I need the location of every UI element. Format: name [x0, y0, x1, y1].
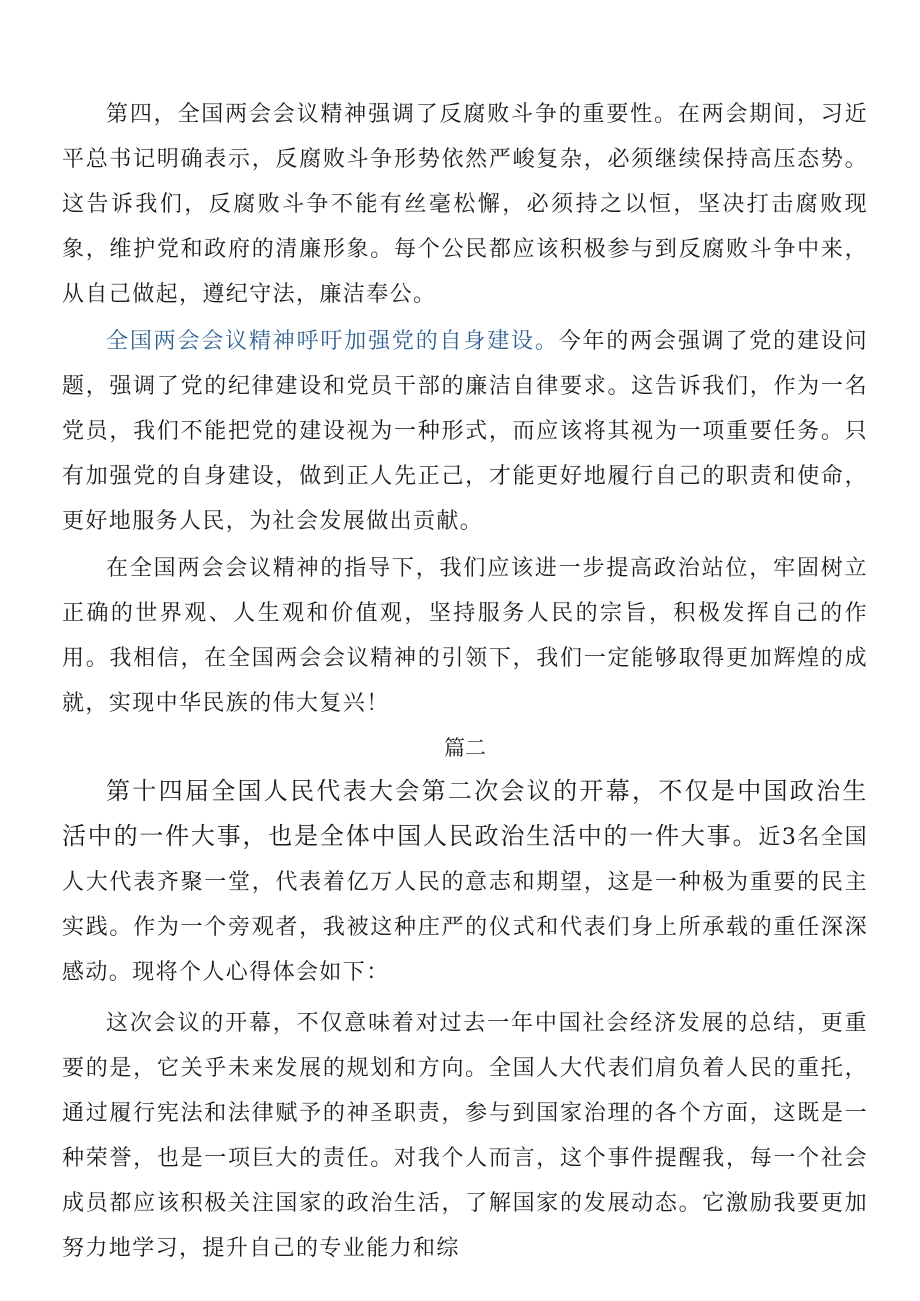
highlighted-lead-sentence: 全国两会会议精神呼吁加强党的自身建设。: [106, 329, 559, 354]
paragraph-opening-body: 近3名全国人大代表齐聚一堂，代表着亿万人民的意志和期望，这是一种极为重要的民主实践。作为一个旁观者，我被这种庄严的仪式和代表们身上所承载的重任深深感动。现将个人心得体会如下：: [62, 825, 868, 985]
section-heading: 篇二: [444, 736, 486, 760]
document-page: [62, 92, 868, 1271]
paragraph-party-building: [62, 319, 868, 544]
paragraph-anti-corruption: 第四，全国两会会议精神强调了反腐败斗争的重要性。在两会期间，习近平总书记明确表示，反腐败斗争形势依然严峻复杂，必须继续保持高压态势。这告诉我们，反腐败斗争不能有丝毫松懈，必须持之以恒，坚决打击腐败现象，维护党和政府的清廉形象。每个公民都应该积极参与到反腐败斗争中来，从自己做起，遵纪守法，廉洁奉公。: [62, 102, 868, 307]
paragraph-conclusion: 在全国两会会议精神的指导下，我们应该进一步提高政治站位，牢固树立正确的世界观、人生观和价值观，坚持服务人民的宗旨，积极发挥自己的作用。我相信，在全国两会会议精神的引领下，我们一定能够取得更加辉煌的成就，实现中华民族的伟大复兴！: [62, 556, 868, 716]
paragraph-party-building-body: 今年的两会强调了党的建设问题，强调了党的纪律建设和党员干部的廉洁自律要求。这告诉我们，作为一名党员，我们不能把党的建设视为一种形式，而应该将其视为一项重要任务。只有加强党的自身建设，做到正人先正己，才能更好地履行自己的职责和使命，更好地服务人民，为社会发展做出贡献。: [62, 329, 868, 534]
paragraph-significance: 这次会议的开幕，不仅意味着对过去一年中国社会经济发展的总结，更重要的是，它关乎未来发展的规划和方向。全国人大代表们肩负着人民的重托，通过履行宪法和法律赋予的神圣职责，参与到国家治理的各个方面，这既是一种荣誉，也是一项巨大的责任。对我个人而言，这个事件提醒我，每一个社会成员都应该积极关注国家的政治生活，了解国家的发展动态。它激励我要更加努力地学习，提升自己的专业能力和综: [62, 1011, 868, 1261]
paragraph-opening-lead: 第十四届全国人民代表大会第二次会议的开幕，不仅是中国政治生活中的一件大事，也是全体中国人民政治生活中的一件大事。: [62, 777, 868, 850]
paragraph-opening: [62, 770, 868, 995]
